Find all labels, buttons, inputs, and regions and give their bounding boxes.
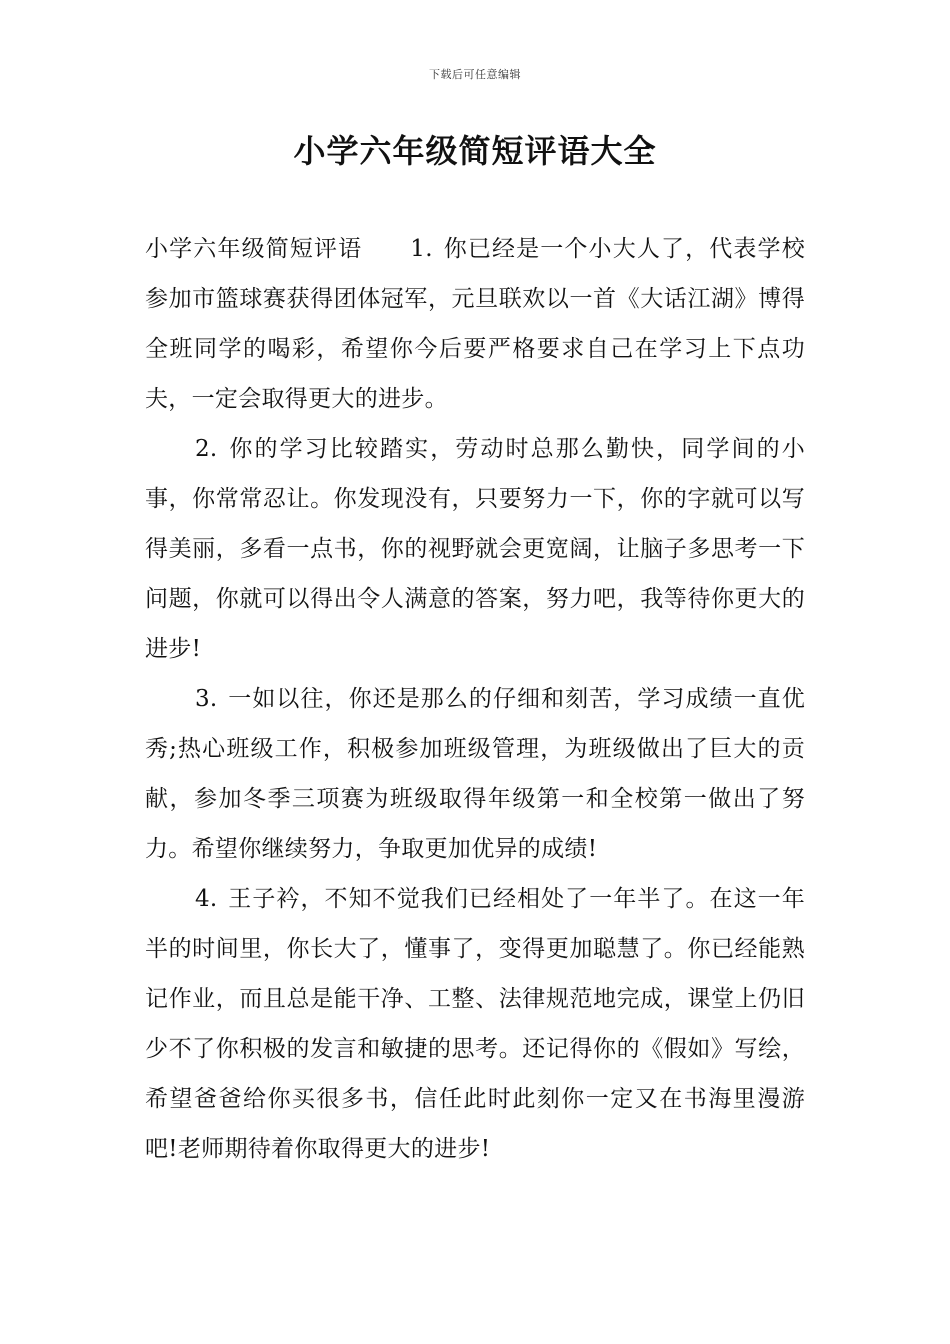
paragraph-text: 你已经是一个小大人了，代表学校参加市篮球赛获得团体冠军，元旦联欢以一首《大话江湖》博得全班同学的喝彩，希望你今后要严格要求自己在学习上下点功夫，一定会取得更大的进步。 <box>145 236 805 412</box>
document-title: 小学六年级简短评语大全 <box>293 132 657 170</box>
paragraph-text: 王子衿，不知不觉我们已经相处了一年半了。在这一年半的时间里，你长大了，懂事了，变得更加聪慧了。你已经能熟记作业，而且总是能干净、工整、法律规范地完成，课堂上仍旧少不了你积极的发言和敏捷的思考。还记得你的《假如》写绘，希望爸爸给你买很多书，信任此时此刻你一定又在书海里漫游吧!老师期待着你取得更大的进步! <box>145 886 805 1162</box>
paragraph-number: 2. <box>195 436 218 462</box>
lead-label: 小学六年级简短评语 <box>145 236 363 262</box>
paragraph-3 <box>145 674 805 874</box>
paragraph-text: 一如以往，你还是那么的仔细和刻苦，学习成绩一直优秀;热心班级工作，积极参加班级管理，为班级做出了巨大的贡献，参加冬季三项赛为班级取得年级第一和全校第一做出了努力。希望你继续努力，争取更加优异的成绩! <box>145 686 805 862</box>
header-note: 下载后可任意编辑 <box>429 68 521 81</box>
paragraph-4 <box>145 874 805 1174</box>
paragraph-1 <box>145 224 805 424</box>
document-body <box>145 224 805 1174</box>
paragraph-2 <box>145 424 805 674</box>
paragraph-number: 3. <box>195 686 218 712</box>
paragraph-text: 你的学习比较踏实，劳动时总那么勤快，同学间的小事，你常常忍让。你发现没有，只要努力一下，你的字就可以写得美丽，多看一点书，你的视野就会更宽阔，让脑子多思考一下问题，你就可以得出令人满意的答案，努力吧，我等待你更大的进步! <box>145 436 805 662</box>
paragraph-number: 4. <box>195 886 218 912</box>
paragraph-number: 1. <box>410 236 433 262</box>
